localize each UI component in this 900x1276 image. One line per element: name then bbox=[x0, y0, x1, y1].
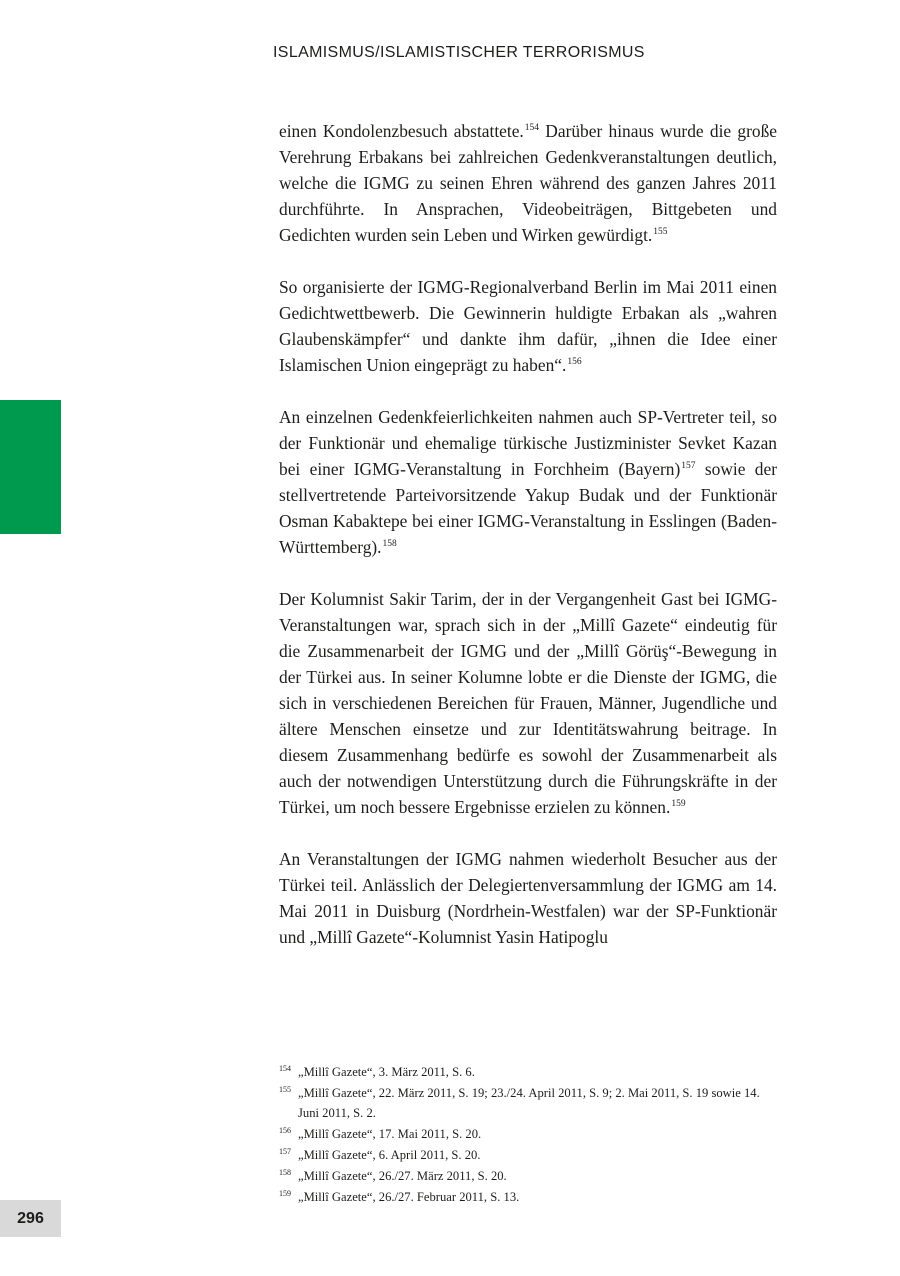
footnote-ref-159: 159 bbox=[671, 798, 686, 809]
footnotes bbox=[279, 1062, 777, 1208]
paragraph-4-text-a: Der Kolumnist Sakir Tarim, der in der Vergangenheit Gast bei IGMG-Veranstaltungen war, sprach sich in der „Millî Gazete“ eindeutig für die Zusammenarbeit der IGMG und der „Millî Görüş“-Bewegung in der Türkei aus. In seiner Kolumne lobte er die Dienste der IGMG, die sich in verschiedenen Bereichen für Frauen, Männer, Jugendliche und ältere Menschen einsetze und zur Identitätswahrung beitrage. In diesem Zusammenhang bedürfe es sowohl der Zusammenarbeit als auch der notwendigen Unterstützung durch die Führungskräfte in der Türkei, um noch bessere Ergebnisse erzielen zu können. bbox=[279, 589, 777, 817]
footnote-text: „Millî Gazete“, 3. März 2011, S. 6. bbox=[298, 1065, 475, 1079]
page-number: 296 bbox=[17, 1209, 44, 1227]
footnote-item bbox=[279, 1083, 777, 1123]
footnote-item bbox=[279, 1145, 777, 1165]
chapter-color-tab bbox=[0, 400, 61, 534]
paragraph-1 bbox=[279, 118, 777, 248]
footnote-ref-158: 158 bbox=[382, 538, 397, 549]
footnote-number: 157 bbox=[279, 1147, 291, 1156]
footnote-text: „Millî Gazete“, 26./27. Februar 2011, S. 13. bbox=[298, 1190, 520, 1204]
footnote-ref-154: 154 bbox=[524, 122, 540, 133]
footnote-item bbox=[279, 1062, 777, 1082]
page-number-box bbox=[0, 1200, 61, 1237]
footnote-number: 159 bbox=[279, 1189, 291, 1198]
paragraph-3-text-b: sowie der stellvertretende Parteivorsitzende Yakup Budak und der Funktionär Osman Kabaktepe bei einer IGMG-Veranstaltung in Esslingen (Baden-Württemberg). bbox=[279, 459, 777, 557]
footnote-text: „Millî Gazete“, 22. März 2011, S. 19; 23./24. April 2011, S. 9; 2. Mai 2011, S. 19 sowie 14. Juni 2011, S. 2. bbox=[298, 1086, 760, 1120]
footnote-text: „Millî Gazete“, 26./27. März 2011, S. 20. bbox=[298, 1169, 507, 1183]
paragraph-5-text-a: An Veranstaltungen der IGMG nahmen wiederholt Besucher aus der Türkei teil. Anlässlich der Delegiertenversammlung der IGMG am 14. Mai 2011 in Duisburg (Nordrhein-Westfalen) war der SP-Funktionär und „Millî Gazete“-Kolumnist Yasin Hatipoglu bbox=[279, 849, 777, 947]
paragraph-5 bbox=[279, 846, 777, 950]
paragraph-3-text-a: An einzelnen Gedenkfeierlichkeiten nahmen auch SP-Vertreter teil, so der Funktionär und ehemalige türkische Justizminister Sevket Kazan bei einer IGMG-Veranstaltung in Forchheim (Bayern) bbox=[279, 407, 777, 479]
footnote-ref-157: 157 bbox=[681, 460, 696, 471]
footnote-number: 156 bbox=[279, 1126, 291, 1135]
footnote-item bbox=[279, 1124, 777, 1144]
footnote-ref-155: 155 bbox=[653, 226, 668, 237]
footnote-item bbox=[279, 1187, 777, 1207]
paragraph-1-text-b: Darüber hinaus wurde die große Verehrung Erbakans bei zahlreichen Gedenkveranstaltungen deutlich, welche die IGMG zu seinen Ehren während des ganzen Jahres 2011 durchführte. In Ansprachen, Videobeiträgen, Bittgebeten und Gedichten wurden sein Leben und Wirken gewürdigt. bbox=[279, 121, 777, 245]
paragraph-1-text-a: einen Kondolenzbesuch abstattete. bbox=[279, 121, 524, 141]
paragraph-2-text-a: So organisierte der IGMG-Regionalverband Berlin im Mai 2011 einen Gedichtwettbewerb. Die Gewinnerin huldigte Erbakan als „wahren Glaubenskämpfer“ und dankte ihm dafür, „ihnen die Idee einer Islamischen Union eingeprägt zu haben“. bbox=[279, 277, 777, 375]
footnote-number: 154 bbox=[279, 1064, 291, 1073]
running-header: ISLAMISMUS/ISLAMISTISCHER TERRORISMUS bbox=[273, 44, 645, 61]
paragraph-4 bbox=[279, 586, 777, 820]
footnote-number: 158 bbox=[279, 1168, 291, 1177]
paragraph-2 bbox=[279, 274, 777, 378]
paragraph-3 bbox=[279, 404, 777, 560]
footnote-number: 155 bbox=[279, 1085, 291, 1094]
footnote-text: „Millî Gazete“, 6. April 2011, S. 20. bbox=[298, 1148, 481, 1162]
body-text bbox=[279, 118, 777, 976]
footnote-item bbox=[279, 1166, 777, 1186]
footnote-ref-156: 156 bbox=[567, 356, 582, 367]
footnote-text: „Millî Gazete“, 17. Mai 2011, S. 20. bbox=[298, 1127, 482, 1141]
